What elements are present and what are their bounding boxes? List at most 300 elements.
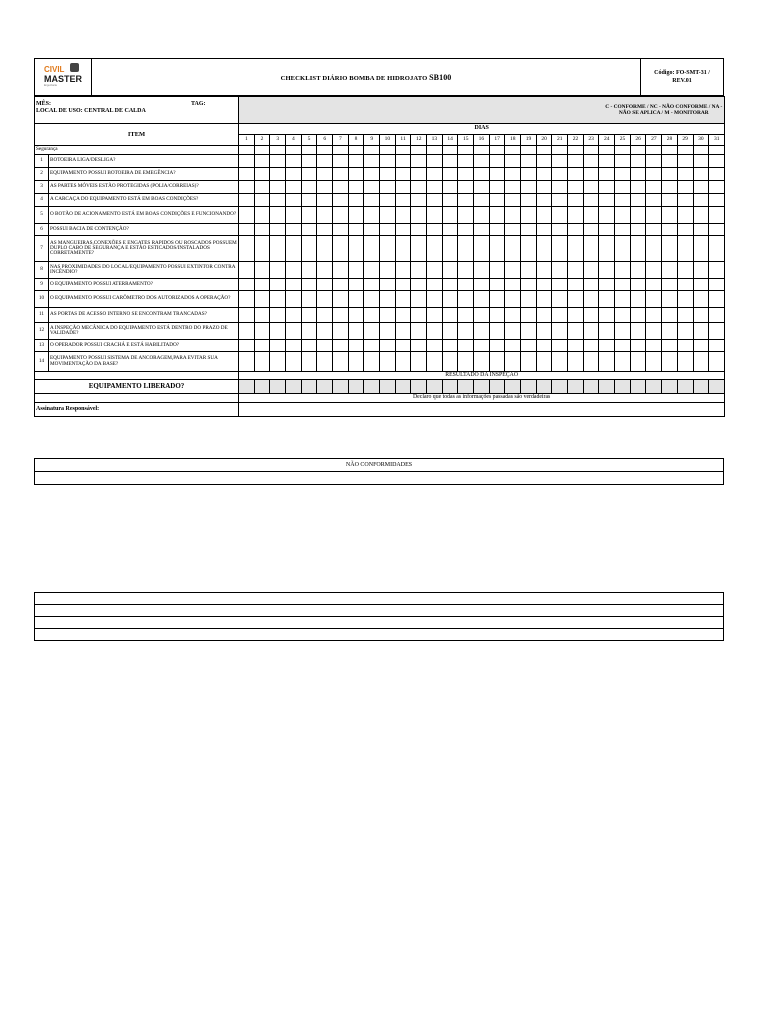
check-cell[interactable] [239, 352, 255, 372]
check-cell[interactable] [239, 146, 255, 155]
check-cell[interactable] [536, 207, 552, 224]
check-cell[interactable] [474, 308, 490, 323]
check-cell[interactable] [489, 181, 505, 194]
check-cell[interactable] [599, 168, 615, 181]
check-cell[interactable] [395, 146, 411, 155]
check-cell[interactable] [270, 181, 286, 194]
liberado-cell[interactable] [254, 380, 270, 394]
check-cell[interactable] [270, 194, 286, 207]
check-cell[interactable] [505, 323, 521, 340]
check-cell[interactable] [646, 291, 662, 308]
check-cell[interactable] [286, 279, 302, 291]
check-cell[interactable] [521, 194, 537, 207]
check-cell[interactable] [505, 262, 521, 279]
check-cell[interactable] [583, 146, 599, 155]
check-cell[interactable] [254, 181, 270, 194]
check-cell[interactable] [270, 352, 286, 372]
check-cell[interactable] [709, 308, 725, 323]
check-cell[interactable] [317, 181, 333, 194]
check-cell[interactable] [536, 323, 552, 340]
check-cell[interactable] [709, 262, 725, 279]
check-cell[interactable] [677, 308, 693, 323]
check-cell[interactable] [489, 155, 505, 168]
check-cell[interactable] [599, 155, 615, 168]
liberado-cell[interactable] [693, 380, 709, 394]
check-cell[interactable] [709, 181, 725, 194]
check-cell[interactable] [489, 262, 505, 279]
check-cell[interactable] [254, 291, 270, 308]
check-cell[interactable] [348, 291, 364, 308]
liberado-cell[interactable] [380, 380, 396, 394]
check-cell[interactable] [254, 155, 270, 168]
check-cell[interactable] [599, 352, 615, 372]
check-cell[interactable] [317, 146, 333, 155]
check-cell[interactable] [536, 262, 552, 279]
check-cell[interactable] [458, 352, 474, 372]
check-cell[interactable] [521, 291, 537, 308]
check-cell[interactable] [286, 181, 302, 194]
check-cell[interactable] [348, 236, 364, 262]
liberado-cell[interactable] [427, 380, 443, 394]
check-cell[interactable] [254, 224, 270, 236]
check-cell[interactable] [270, 340, 286, 352]
check-cell[interactable] [427, 146, 443, 155]
check-cell[interactable] [536, 224, 552, 236]
check-cell[interactable] [693, 291, 709, 308]
check-cell[interactable] [630, 224, 646, 236]
check-cell[interactable] [270, 146, 286, 155]
check-cell[interactable] [317, 352, 333, 372]
check-cell[interactable] [505, 146, 521, 155]
check-cell[interactable] [646, 352, 662, 372]
check-cell[interactable] [505, 224, 521, 236]
check-cell[interactable] [380, 224, 396, 236]
check-cell[interactable] [286, 262, 302, 279]
liberado-cell[interactable] [333, 380, 349, 394]
check-cell[interactable] [411, 291, 427, 308]
check-cell[interactable] [427, 291, 443, 308]
check-cell[interactable] [583, 352, 599, 372]
check-cell[interactable] [583, 168, 599, 181]
check-cell[interactable] [301, 262, 317, 279]
check-cell[interactable] [599, 236, 615, 262]
check-cell[interactable] [489, 340, 505, 352]
liberado-cell[interactable] [489, 380, 505, 394]
check-cell[interactable] [286, 168, 302, 181]
check-cell[interactable] [333, 279, 349, 291]
check-cell[interactable] [536, 340, 552, 352]
check-cell[interactable] [458, 262, 474, 279]
check-cell[interactable] [646, 207, 662, 224]
check-cell[interactable] [364, 291, 380, 308]
check-cell[interactable] [474, 146, 490, 155]
check-cell[interactable] [380, 194, 396, 207]
check-cell[interactable] [474, 340, 490, 352]
check-cell[interactable] [599, 262, 615, 279]
check-cell[interactable] [536, 155, 552, 168]
check-cell[interactable] [615, 194, 631, 207]
check-cell[interactable] [662, 291, 678, 308]
check-cell[interactable] [380, 340, 396, 352]
check-cell[interactable] [411, 146, 427, 155]
check-cell[interactable] [442, 279, 458, 291]
check-cell[interactable] [568, 323, 584, 340]
check-cell[interactable] [380, 207, 396, 224]
check-cell[interactable] [583, 262, 599, 279]
check-cell[interactable] [693, 352, 709, 372]
liberado-cell[interactable] [630, 380, 646, 394]
check-cell[interactable] [301, 352, 317, 372]
check-cell[interactable] [239, 279, 255, 291]
check-cell[interactable] [301, 146, 317, 155]
check-cell[interactable] [536, 236, 552, 262]
liberado-cell[interactable] [239, 380, 255, 394]
check-cell[interactable] [505, 291, 521, 308]
check-cell[interactable] [458, 181, 474, 194]
check-cell[interactable] [489, 308, 505, 323]
check-cell[interactable] [662, 308, 678, 323]
check-cell[interactable] [364, 308, 380, 323]
check-cell[interactable] [348, 308, 364, 323]
check-cell[interactable] [693, 194, 709, 207]
check-cell[interactable] [709, 224, 725, 236]
check-cell[interactable] [568, 168, 584, 181]
check-cell[interactable] [239, 236, 255, 262]
check-cell[interactable] [677, 323, 693, 340]
check-cell[interactable] [521, 352, 537, 372]
check-cell[interactable] [333, 352, 349, 372]
check-cell[interactable] [536, 352, 552, 372]
check-cell[interactable] [317, 262, 333, 279]
liberado-cell[interactable] [583, 380, 599, 394]
liberado-cell[interactable] [568, 380, 584, 394]
check-cell[interactable] [489, 291, 505, 308]
check-cell[interactable] [489, 236, 505, 262]
check-cell[interactable] [317, 323, 333, 340]
check-cell[interactable] [301, 155, 317, 168]
check-cell[interactable] [317, 340, 333, 352]
check-cell[interactable] [505, 340, 521, 352]
liberado-cell[interactable] [505, 380, 521, 394]
check-cell[interactable] [364, 155, 380, 168]
check-cell[interactable] [286, 155, 302, 168]
blank-line[interactable] [35, 593, 724, 605]
check-cell[interactable] [630, 207, 646, 224]
check-cell[interactable] [709, 340, 725, 352]
check-cell[interactable] [693, 168, 709, 181]
check-cell[interactable] [239, 340, 255, 352]
check-cell[interactable] [395, 340, 411, 352]
check-cell[interactable] [521, 207, 537, 224]
blank-line[interactable] [35, 617, 724, 629]
check-cell[interactable] [239, 168, 255, 181]
check-cell[interactable] [348, 352, 364, 372]
check-cell[interactable] [568, 155, 584, 168]
check-cell[interactable] [599, 308, 615, 323]
check-cell[interactable] [427, 207, 443, 224]
check-cell[interactable] [630, 168, 646, 181]
check-cell[interactable] [552, 168, 568, 181]
check-cell[interactable] [395, 181, 411, 194]
check-cell[interactable] [474, 155, 490, 168]
check-cell[interactable] [239, 291, 255, 308]
check-cell[interactable] [693, 236, 709, 262]
check-cell[interactable] [458, 308, 474, 323]
check-cell[interactable] [552, 308, 568, 323]
check-cell[interactable] [552, 146, 568, 155]
check-cell[interactable] [568, 194, 584, 207]
check-cell[interactable] [301, 181, 317, 194]
check-cell[interactable] [693, 262, 709, 279]
check-cell[interactable] [583, 308, 599, 323]
check-cell[interactable] [505, 352, 521, 372]
check-cell[interactable] [615, 224, 631, 236]
check-cell[interactable] [458, 224, 474, 236]
check-cell[interactable] [286, 236, 302, 262]
check-cell[interactable] [395, 279, 411, 291]
check-cell[interactable] [286, 224, 302, 236]
check-cell[interactable] [427, 308, 443, 323]
check-cell[interactable] [254, 323, 270, 340]
check-cell[interactable] [427, 194, 443, 207]
check-cell[interactable] [677, 279, 693, 291]
check-cell[interactable] [254, 236, 270, 262]
check-cell[interactable] [270, 224, 286, 236]
check-cell[interactable] [286, 308, 302, 323]
check-cell[interactable] [301, 308, 317, 323]
check-cell[interactable] [380, 308, 396, 323]
check-cell[interactable] [348, 168, 364, 181]
check-cell[interactable] [270, 155, 286, 168]
liberado-cell[interactable] [615, 380, 631, 394]
check-cell[interactable] [317, 291, 333, 308]
check-cell[interactable] [458, 340, 474, 352]
check-cell[interactable] [693, 340, 709, 352]
check-cell[interactable] [442, 224, 458, 236]
liberado-cell[interactable] [521, 380, 537, 394]
check-cell[interactable] [521, 236, 537, 262]
check-cell[interactable] [333, 340, 349, 352]
liberado-cell[interactable] [286, 380, 302, 394]
check-cell[interactable] [630, 181, 646, 194]
check-cell[interactable] [301, 207, 317, 224]
check-cell[interactable] [583, 291, 599, 308]
check-cell[interactable] [662, 207, 678, 224]
check-cell[interactable] [474, 207, 490, 224]
check-cell[interactable] [630, 155, 646, 168]
check-cell[interactable] [301, 340, 317, 352]
check-cell[interactable] [254, 262, 270, 279]
check-cell[interactable] [505, 236, 521, 262]
check-cell[interactable] [615, 308, 631, 323]
check-cell[interactable] [411, 155, 427, 168]
check-cell[interactable] [348, 155, 364, 168]
check-cell[interactable] [254, 308, 270, 323]
check-cell[interactable] [395, 224, 411, 236]
check-cell[interactable] [364, 262, 380, 279]
check-cell[interactable] [442, 308, 458, 323]
check-cell[interactable] [301, 323, 317, 340]
check-cell[interactable] [364, 279, 380, 291]
check-cell[interactable] [599, 340, 615, 352]
check-cell[interactable] [662, 146, 678, 155]
check-cell[interactable] [364, 207, 380, 224]
liberado-cell[interactable] [442, 380, 458, 394]
check-cell[interactable] [286, 207, 302, 224]
check-cell[interactable] [474, 194, 490, 207]
check-cell[interactable] [458, 323, 474, 340]
check-cell[interactable] [505, 168, 521, 181]
check-cell[interactable] [411, 236, 427, 262]
liberado-cell[interactable] [364, 380, 380, 394]
check-cell[interactable] [254, 207, 270, 224]
liberado-cell[interactable] [301, 380, 317, 394]
check-cell[interactable] [442, 236, 458, 262]
check-cell[interactable] [364, 146, 380, 155]
check-cell[interactable] [662, 340, 678, 352]
check-cell[interactable] [239, 194, 255, 207]
check-cell[interactable] [521, 181, 537, 194]
check-cell[interactable] [411, 308, 427, 323]
check-cell[interactable] [615, 352, 631, 372]
nao-conformidades-field[interactable] [35, 472, 724, 485]
check-cell[interactable] [395, 352, 411, 372]
check-cell[interactable] [474, 181, 490, 194]
check-cell[interactable] [270, 308, 286, 323]
check-cell[interactable] [301, 224, 317, 236]
check-cell[interactable] [662, 181, 678, 194]
check-cell[interactable] [254, 279, 270, 291]
check-cell[interactable] [458, 155, 474, 168]
check-cell[interactable] [364, 340, 380, 352]
check-cell[interactable] [693, 308, 709, 323]
check-cell[interactable] [333, 308, 349, 323]
check-cell[interactable] [568, 146, 584, 155]
blank-line[interactable] [35, 605, 724, 617]
check-cell[interactable] [458, 168, 474, 181]
check-cell[interactable] [552, 323, 568, 340]
check-cell[interactable] [270, 279, 286, 291]
check-cell[interactable] [568, 308, 584, 323]
check-cell[interactable] [677, 181, 693, 194]
check-cell[interactable] [301, 291, 317, 308]
check-cell[interactable] [662, 194, 678, 207]
check-cell[interactable] [709, 323, 725, 340]
check-cell[interactable] [693, 155, 709, 168]
check-cell[interactable] [348, 207, 364, 224]
check-cell[interactable] [677, 194, 693, 207]
check-cell[interactable] [552, 291, 568, 308]
check-cell[interactable] [677, 207, 693, 224]
check-cell[interactable] [380, 181, 396, 194]
check-cell[interactable] [239, 155, 255, 168]
check-cell[interactable] [364, 352, 380, 372]
check-cell[interactable] [536, 181, 552, 194]
liberado-cell[interactable] [599, 380, 615, 394]
check-cell[interactable] [333, 194, 349, 207]
check-cell[interactable] [395, 194, 411, 207]
check-cell[interactable] [427, 279, 443, 291]
check-cell[interactable] [709, 279, 725, 291]
check-cell[interactable] [411, 168, 427, 181]
check-cell[interactable] [395, 155, 411, 168]
check-cell[interactable] [677, 155, 693, 168]
check-cell[interactable] [646, 236, 662, 262]
check-cell[interactable] [505, 207, 521, 224]
check-cell[interactable] [286, 340, 302, 352]
check-cell[interactable] [348, 279, 364, 291]
check-cell[interactable] [317, 194, 333, 207]
check-cell[interactable] [599, 279, 615, 291]
check-cell[interactable] [411, 224, 427, 236]
check-cell[interactable] [536, 168, 552, 181]
check-cell[interactable] [364, 181, 380, 194]
check-cell[interactable] [615, 262, 631, 279]
check-cell[interactable] [380, 279, 396, 291]
check-cell[interactable] [662, 352, 678, 372]
check-cell[interactable] [677, 224, 693, 236]
check-cell[interactable] [677, 146, 693, 155]
check-cell[interactable] [489, 168, 505, 181]
check-cell[interactable] [411, 207, 427, 224]
check-cell[interactable] [615, 146, 631, 155]
check-cell[interactable] [270, 262, 286, 279]
check-cell[interactable] [646, 308, 662, 323]
check-cell[interactable] [427, 340, 443, 352]
check-cell[interactable] [677, 236, 693, 262]
check-cell[interactable] [709, 168, 725, 181]
check-cell[interactable] [630, 194, 646, 207]
check-cell[interactable] [615, 168, 631, 181]
check-cell[interactable] [474, 279, 490, 291]
check-cell[interactable] [662, 224, 678, 236]
check-cell[interactable] [380, 236, 396, 262]
check-cell[interactable] [536, 146, 552, 155]
check-cell[interactable] [333, 168, 349, 181]
check-cell[interactable] [317, 279, 333, 291]
check-cell[interactable] [646, 262, 662, 279]
check-cell[interactable] [709, 236, 725, 262]
check-cell[interactable] [709, 146, 725, 155]
check-cell[interactable] [536, 291, 552, 308]
check-cell[interactable] [239, 262, 255, 279]
check-cell[interactable] [442, 181, 458, 194]
check-cell[interactable] [411, 340, 427, 352]
check-cell[interactable] [442, 262, 458, 279]
check-cell[interactable] [317, 224, 333, 236]
check-cell[interactable] [599, 194, 615, 207]
check-cell[interactable] [630, 352, 646, 372]
check-cell[interactable] [474, 168, 490, 181]
check-cell[interactable] [677, 262, 693, 279]
check-cell[interactable] [583, 224, 599, 236]
check-cell[interactable] [677, 352, 693, 372]
check-cell[interactable] [583, 194, 599, 207]
check-cell[interactable] [380, 291, 396, 308]
check-cell[interactable] [333, 181, 349, 194]
check-cell[interactable] [254, 194, 270, 207]
check-cell[interactable] [364, 224, 380, 236]
check-cell[interactable] [380, 262, 396, 279]
check-cell[interactable] [521, 155, 537, 168]
check-cell[interactable] [395, 207, 411, 224]
check-cell[interactable] [646, 194, 662, 207]
check-cell[interactable] [599, 146, 615, 155]
check-cell[interactable] [317, 155, 333, 168]
check-cell[interactable] [442, 291, 458, 308]
check-cell[interactable] [348, 323, 364, 340]
check-cell[interactable] [286, 146, 302, 155]
